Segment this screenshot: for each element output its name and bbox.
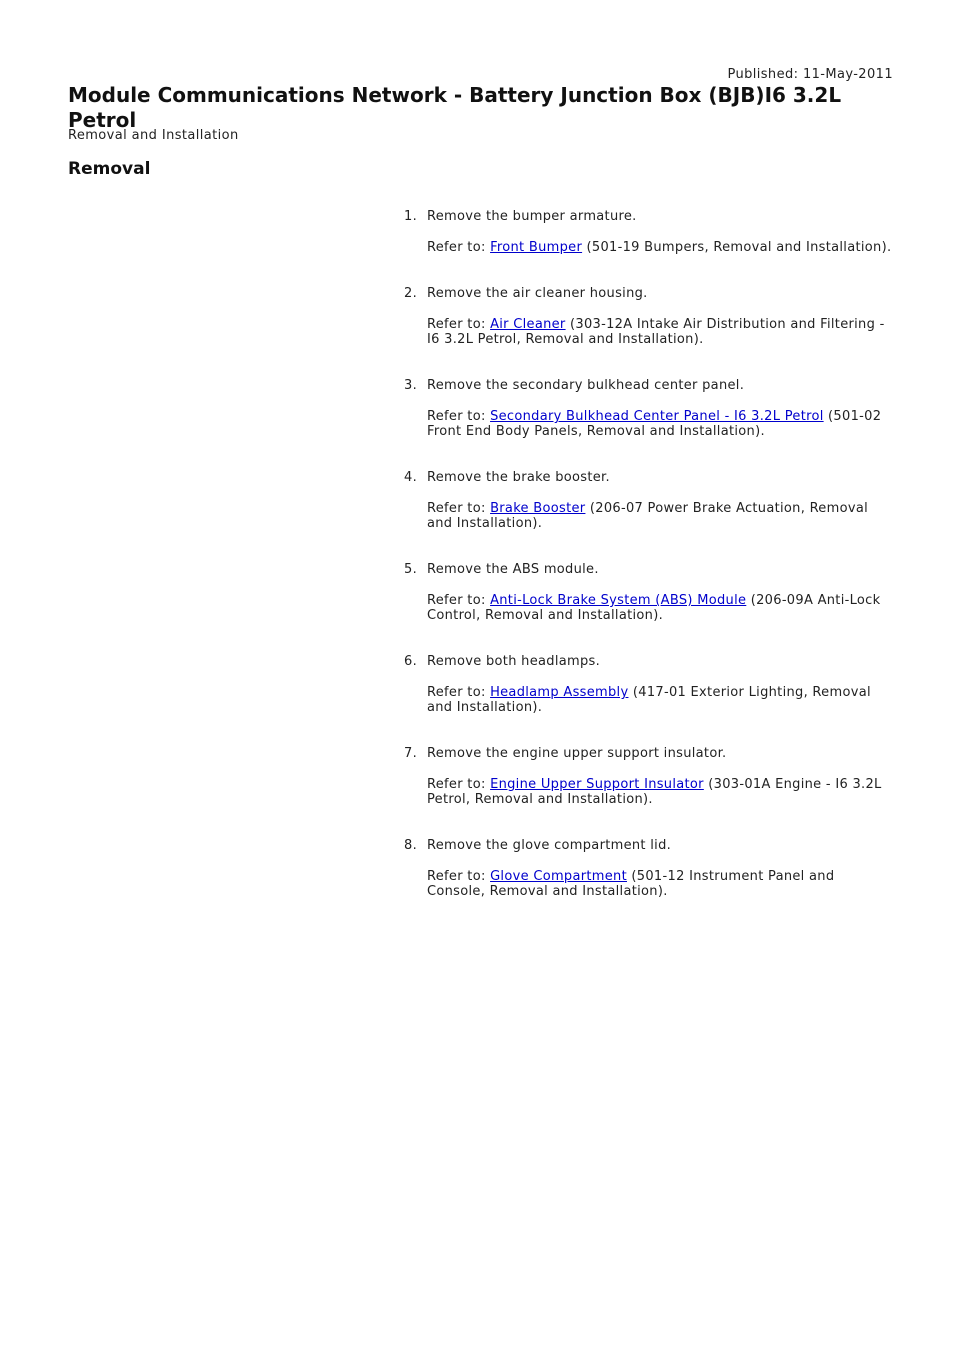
step-number: 8. bbox=[404, 838, 418, 853]
step-item bbox=[398, 470, 893, 531]
step-number: 5. bbox=[404, 562, 418, 577]
refer-to-label: Refer to: bbox=[427, 501, 491, 516]
refer-to-label: Refer to: bbox=[427, 593, 491, 608]
step-action: Remove the air cleaner housing. bbox=[427, 286, 648, 301]
published-date: Published: 11-May-2011 bbox=[727, 67, 893, 82]
step-item bbox=[398, 838, 893, 899]
step-action: Remove the glove compartment lid. bbox=[427, 838, 672, 853]
reference-detail: (501-19 Bumpers, Removal and Installation). bbox=[582, 240, 892, 255]
step-reference bbox=[427, 317, 893, 347]
reference-link[interactable]: Air Cleaner bbox=[490, 317, 566, 332]
step-number: 6. bbox=[404, 654, 418, 669]
reference-link[interactable]: Secondary Bulkhead Center Panel - I6 3.2L Petrol bbox=[490, 409, 824, 424]
refer-to-label: Refer to: bbox=[427, 685, 491, 700]
step-action: Remove the ABS module. bbox=[427, 562, 599, 577]
step-action: Remove the brake booster. bbox=[427, 470, 610, 485]
step-reference bbox=[427, 409, 893, 439]
step-number: 2. bbox=[404, 286, 418, 301]
step-item bbox=[398, 746, 893, 807]
step-action: Remove both headlamps. bbox=[427, 654, 601, 669]
step-reference bbox=[427, 501, 893, 531]
reference-link[interactable]: Headlamp Assembly bbox=[490, 685, 629, 700]
refer-to-label: Refer to: bbox=[427, 317, 491, 332]
removal-steps-list bbox=[398, 209, 893, 930]
step-number: 4. bbox=[404, 470, 418, 485]
page-title: Module Communications Network - Battery Junction Box (BJB)I6 3.2L Petrol bbox=[68, 83, 842, 132]
reference-detail: (206-09A Anti-Lock Control, Removal and Installation). bbox=[427, 593, 881, 623]
refer-to-label: Refer to: bbox=[427, 777, 491, 792]
step-reference bbox=[427, 777, 893, 807]
refer-to-label: Refer to: bbox=[427, 240, 491, 255]
refer-to-label: Refer to: bbox=[427, 409, 491, 424]
section-heading: Removal bbox=[68, 159, 151, 179]
step-action: Remove the secondary bulkhead center panel. bbox=[427, 378, 745, 393]
reference-detail: (417-01 Exterior Lighting, Removal and Installation). bbox=[427, 685, 871, 715]
refer-to-label: Refer to: bbox=[427, 869, 491, 884]
reference-detail: (501-02 Front End Body Panels, Removal and Installation). bbox=[427, 409, 882, 439]
step-item bbox=[398, 562, 893, 623]
step-number: 3. bbox=[404, 378, 418, 393]
reference-detail: (501-12 Instrument Panel and Console, Removal and Installation). bbox=[427, 869, 835, 899]
step-reference bbox=[427, 240, 893, 255]
step-number: 1. bbox=[404, 209, 418, 224]
reference-link[interactable]: Anti-Lock Brake System (ABS) Module bbox=[490, 593, 747, 608]
step-item bbox=[398, 286, 893, 347]
step-reference bbox=[427, 869, 893, 899]
reference-link[interactable]: Glove Compartment bbox=[490, 869, 627, 884]
reference-detail: (303-12A Intake Air Distribution and Filtering - I6 3.2L Petrol, Removal and Installation). bbox=[427, 317, 885, 347]
step-item bbox=[398, 654, 893, 715]
reference-detail: (206-07 Power Brake Actuation, Removal and Installation). bbox=[427, 501, 868, 531]
step-action: Remove the bumper armature. bbox=[427, 209, 637, 224]
reference-link[interactable]: Engine Upper Support Insulator bbox=[490, 777, 704, 792]
page-subtitle: Removal and Installation bbox=[68, 128, 239, 143]
reference-detail: (303-01A Engine - I6 3.2L Petrol, Removal and Installation). bbox=[427, 777, 882, 807]
step-number: 7. bbox=[404, 746, 418, 761]
step-reference bbox=[427, 593, 893, 623]
step-action: Remove the engine upper support insulator. bbox=[427, 746, 727, 761]
step-item bbox=[398, 209, 893, 255]
reference-link[interactable]: Brake Booster bbox=[490, 501, 586, 516]
reference-link[interactable]: Front Bumper bbox=[490, 240, 583, 255]
step-reference bbox=[427, 685, 893, 715]
step-item bbox=[398, 378, 893, 439]
